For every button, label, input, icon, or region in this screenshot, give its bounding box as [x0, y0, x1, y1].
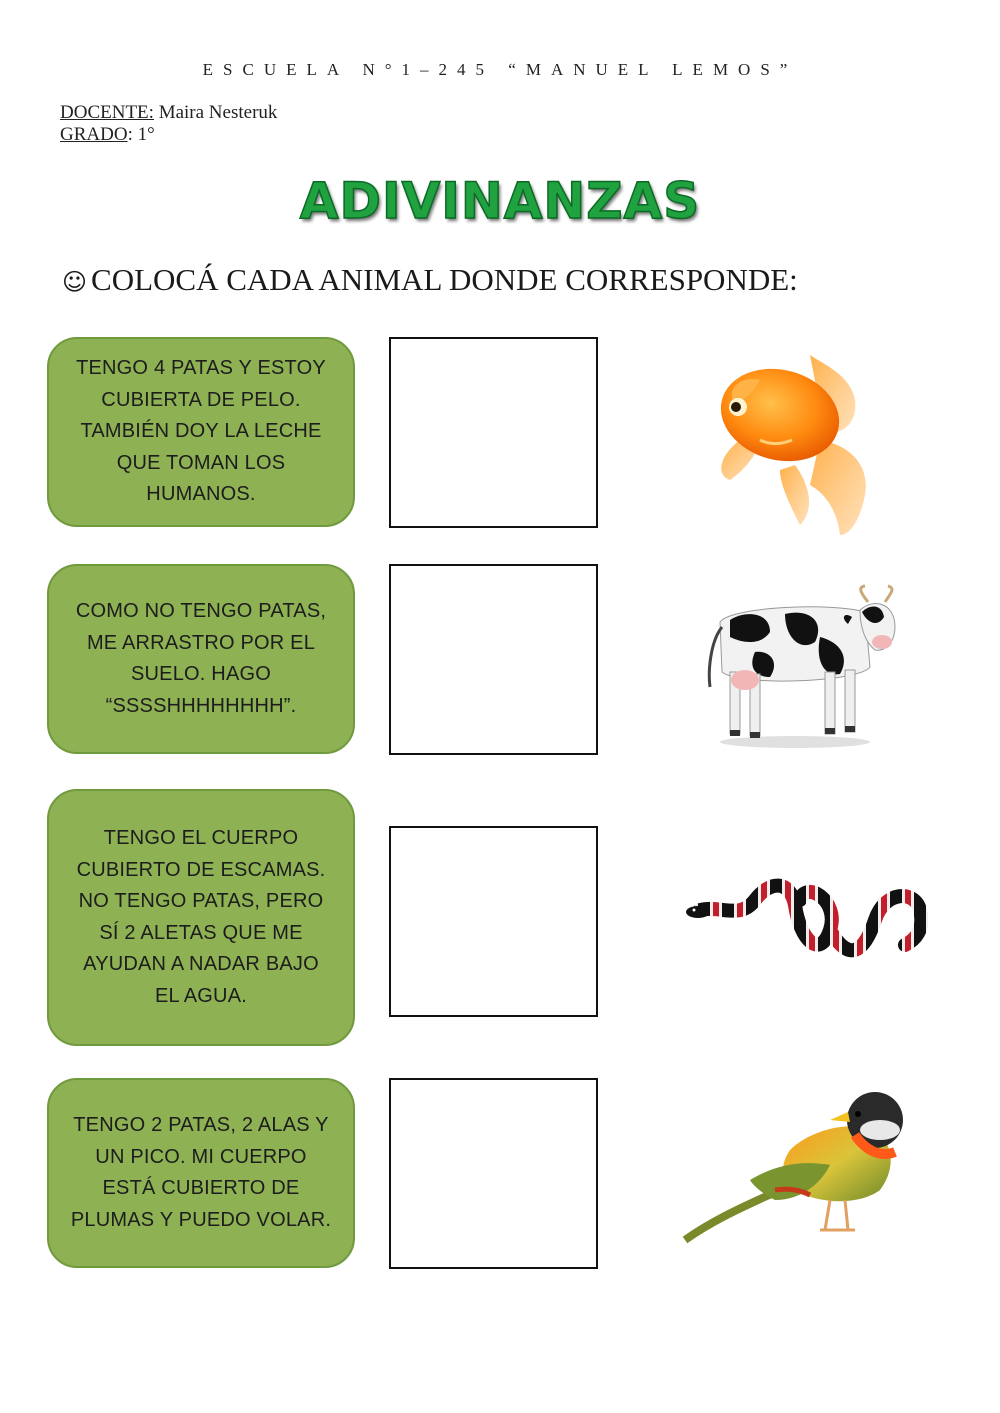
smiley-icon: ☺: [62, 268, 88, 296]
goldfish-image[interactable]: [700, 345, 880, 540]
riddle-card-2: [47, 564, 355, 754]
teacher-label: DOCENTE:: [60, 102, 154, 123]
riddle-line: QUE TOMAN LOS: [116, 451, 286, 474]
instruction: [62, 262, 798, 298]
answer-box-3[interactable]: [389, 826, 598, 1017]
riddle-line: AYUDAN A NADAR BAJO: [83, 953, 319, 975]
riddle-text-2: [76, 596, 326, 722]
cow-image[interactable]: [700, 582, 905, 754]
riddle-line: COMO NO TENGO PATAS,: [75, 600, 327, 622]
teacher-line: [60, 102, 277, 124]
riddle-text-1: [76, 353, 326, 511]
riddle-line: SUELO. HAGO: [130, 663, 271, 685]
riddle-line: TENGO 2 PATAS, 2 ALAS Y: [73, 1114, 329, 1136]
teacher-name: Maira Nesteruk: [153, 102, 278, 123]
school-name: ESCUELA N°1–245 “MANUEL LEMOS”: [202, 60, 798, 79]
riddle-line: ESTÁ CUBIERTO DE: [102, 1177, 300, 1199]
worksheet-title: ADIVINANZAS: [299, 172, 701, 230]
riddle-line: “SSSSHHHHHHHH”.: [105, 694, 297, 717]
riddle-line: TENGO 4 PATAS Y ESTOY: [76, 357, 326, 380]
riddle-card-3: [47, 789, 355, 1046]
riddle-line: ME ARRASTRO POR EL: [86, 631, 316, 654]
riddle-card-4: [47, 1078, 355, 1268]
answer-box-4[interactable]: [389, 1078, 598, 1269]
riddle-line: EL AGUA.: [154, 984, 247, 1007]
riddle-line: TENGO EL CUERPO: [103, 827, 299, 849]
riddle-line: TAMBIÉN DOY LA LECHE: [80, 420, 322, 443]
bird-image[interactable]: [680, 1090, 915, 1245]
grade-value: : 1°: [127, 124, 155, 145]
riddle-text-3: [77, 823, 326, 1012]
riddle-line: UN PICO. MI CUERPO: [95, 1145, 307, 1168]
grade-label: GRADO: [60, 124, 128, 145]
riddle-text-4: [71, 1110, 331, 1236]
riddle-line: CUBIERTA DE PELO.: [101, 388, 301, 411]
grade-line: [60, 124, 155, 146]
riddle-card-1: [47, 337, 355, 527]
riddle-line: PLUMAS Y PUEDO VOLAR.: [70, 1208, 332, 1231]
riddle-line: NO TENGO PATAS, PERO: [78, 890, 324, 912]
answer-box-1[interactable]: [389, 337, 598, 528]
riddle-line: SÍ 2 ALETAS QUE ME: [99, 921, 303, 944]
riddle-line: CUBIERTO DE ESCAMAS.: [76, 858, 326, 881]
answer-box-2[interactable]: [389, 564, 598, 755]
instruction-text: COLOCÁ CADA ANIMAL DONDE CORRESPONDE:: [91, 262, 798, 297]
snake-image[interactable]: [680, 860, 930, 975]
riddle-line: HUMANOS.: [146, 483, 256, 506]
